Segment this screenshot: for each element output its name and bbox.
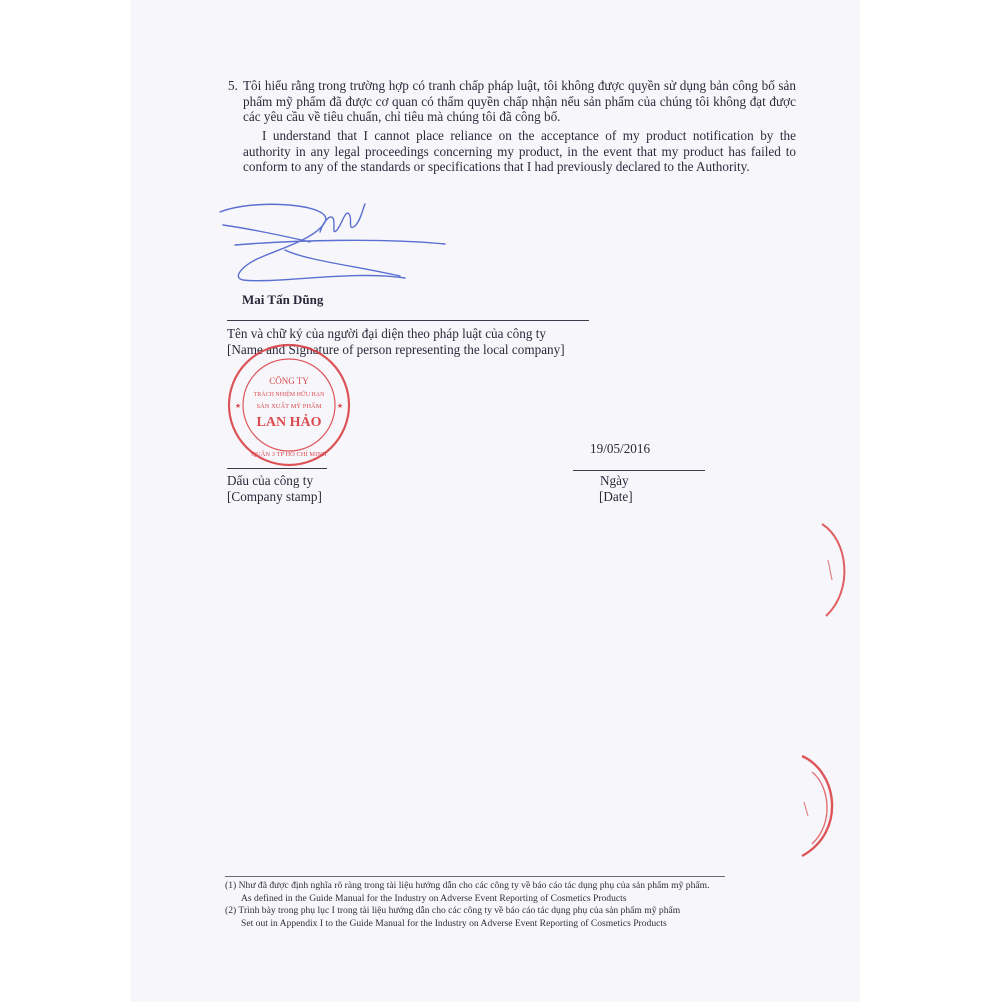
footnote-2 [225, 905, 785, 918]
footnotes [225, 880, 785, 930]
paragraph-vietnamese: Tôi hiểu rằng trong trường hợp có tranh chấp pháp luật, tôi không được quyền sử dụng bản công bố sản phẩm mỹ phẩm đã được cơ quan có thẩm quyền chấp nhận nếu sản phẩm của chúng tôi không đạt được các yêu cầu về tiêu chuẩn, chỉ tiêu mà chúng tôi đã công bố. [243, 78, 796, 125]
signature-label-en: [Name and Signature of person representing the local company] [227, 342, 565, 357]
svg-text:TRÁCH NHIỆM HỮU HẠN: TRÁCH NHIỆM HỮU HẠN [253, 392, 325, 398]
edge-stamp-partial-bottom [796, 752, 846, 862]
footnote-separator [225, 876, 725, 877]
footnote-text-vi: Như đã được định nghĩa rõ ràng trong tài liệu hướng dẫn cho các công ty về báo cáo tác dụng phụ của sản phẩm mỹ phẩm. [238, 880, 710, 891]
svg-text:QUẬN 3 TP HỒ CHÍ MINH: QUẬN 3 TP HỒ CHÍ MINH [251, 451, 327, 458]
svg-text:★: ★ [336, 402, 344, 410]
date-label-vi: Ngày [600, 473, 629, 488]
signature-label-vi: Tên và chữ ký của người đại diện theo pháp luật của công ty [227, 326, 546, 341]
footnote-marker: (2) [225, 905, 237, 917]
footnote-marker: (1) [225, 880, 237, 891]
edge-stamp-partial-top [818, 520, 858, 620]
signer-name: Mai Tấn Dũng [242, 292, 324, 307]
svg-text:★: ★ [234, 402, 242, 410]
signature-line [227, 320, 589, 321]
stamp-label-vi: Dấu của công ty [227, 473, 314, 488]
footnote-1 [225, 880, 785, 893]
item-number: 5. [228, 78, 238, 93]
date-value: 19/05/2016 [590, 441, 651, 456]
svg-text:SẢN XUẤT MỸ PHẨM: SẢN XUẤT MỸ PHẨM [256, 403, 322, 410]
date-line [573, 470, 705, 471]
stamp-line [227, 468, 327, 469]
handwritten-signature [215, 200, 455, 290]
footnote-text-vi: Trình bày trong phụ lục I trong tài liệu hướng dẫn cho các công ty về báo cáo tác dụng phụ của sản phẩm mỹ phẩm [238, 905, 681, 917]
company-stamp [224, 340, 354, 470]
svg-text:CÔNG TY: CÔNG TY [269, 376, 309, 386]
footnote-text-en: Set out in Appendix I to the Guide Manual for the Industry on Adverse Event Reporting of Cosmetics Products [241, 917, 667, 929]
footnote-text-en: As defined in the Guide Manual for the Industry on Adverse Event Reporting of Cosmetics Products [241, 892, 627, 904]
svg-text:LAN HẢO: LAN HẢO [256, 415, 322, 430]
paragraph-english: I understand that I cannot place reliance on the acceptance of my product notification by the authority in any legal proceedings concerning my product, in the event that my product has failed to conform to any of the standards or specifications that I had previously declared to the Authority. [243, 128, 796, 175]
date-label-en: [Date] [599, 489, 633, 504]
stamp-label-en: [Company stamp] [227, 489, 322, 504]
